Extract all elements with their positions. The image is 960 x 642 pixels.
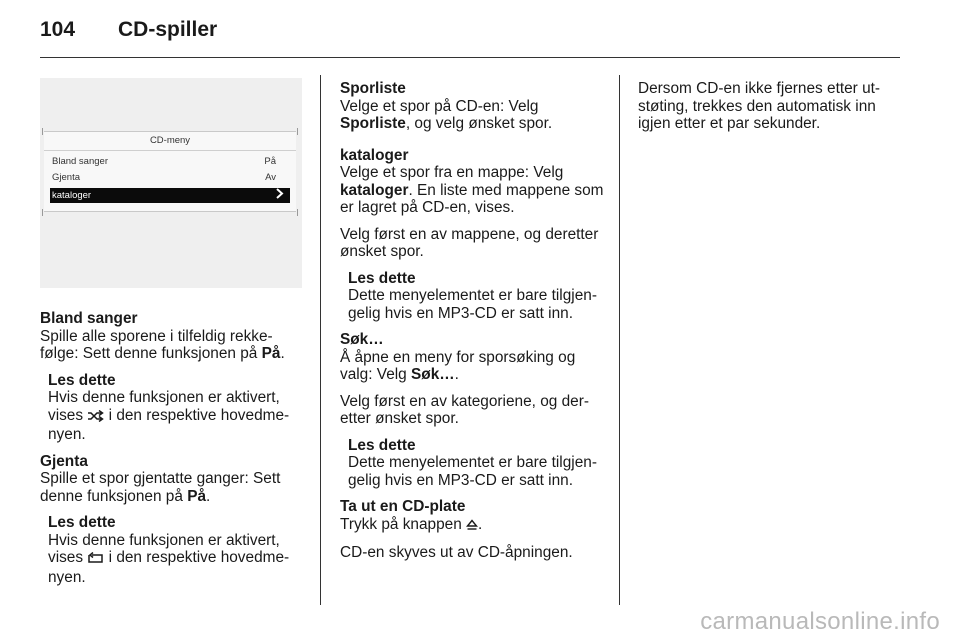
note-repeat <box>40 514 306 586</box>
menu-row-repeat <box>50 170 290 186</box>
corner-mark <box>297 209 298 216</box>
note-title: Les dette <box>48 514 116 531</box>
note-text: Dette menyelementet er bare tilgjen-gelig hvis en MP3-CD er satt inn. <box>348 454 597 489</box>
eject-icon <box>466 518 478 536</box>
column-1 <box>40 310 306 595</box>
column-divider-1 <box>320 75 321 605</box>
section-folders <box>340 147 606 217</box>
menu-row-label: kataloger <box>52 190 92 201</box>
section-text: Velg først en av kategoriene, og der-etter ønsket spor. <box>340 392 589 427</box>
chevron-right-icon <box>276 188 284 204</box>
section-search <box>340 331 606 384</box>
section-title: Søk… <box>340 331 384 348</box>
column-3 <box>638 80 900 133</box>
corner-mark <box>297 128 298 135</box>
page-title: CD-spiller <box>118 18 218 41</box>
section-text: Spille et spor gjentatte ganger: Sett denne funksjonen på På. <box>40 470 281 505</box>
section-title: Ta ut en CD-plate <box>340 498 466 515</box>
corner-mark <box>42 209 43 216</box>
header-rule <box>40 57 900 58</box>
menu-row-folders-selected <box>50 188 290 203</box>
page-number: 104 <box>40 18 76 41</box>
section-title: Gjenta <box>40 452 88 470</box>
section-text: Velge et spor på CD-en: Velg Sporliste, og velg ønsket spor. <box>340 97 553 132</box>
section-text: Å åpne en meny for sporsøking og valg: Velg Søk…. <box>340 348 576 383</box>
column-divider-2 <box>619 75 620 605</box>
corner-mark <box>42 128 43 135</box>
menu-row-label: Gjenta <box>52 172 80 183</box>
watermark-logo: carmanualsonline.info <box>700 608 940 635</box>
shuffle-icon <box>87 409 104 427</box>
note-shuffle <box>40 372 306 444</box>
note-search <box>340 437 606 490</box>
section-title: Sporliste <box>340 80 406 97</box>
section-repeat <box>40 453 306 506</box>
section-text: Velg først en av mappene, og deretter ønsket spor. <box>340 225 599 260</box>
menu-row-label: Bland sanger <box>52 156 108 167</box>
section-title: Bland sanger <box>40 310 138 327</box>
menu-row-value: På <box>264 156 276 167</box>
note-title: Les dette <box>348 436 416 454</box>
section-title: kataloger <box>340 146 409 164</box>
note-title: Les dette <box>348 269 416 287</box>
section-text: Velge et spor fra en mappe: Velg kataloger. En liste med mappene som er lagret på CD-en, vises. <box>340 164 604 216</box>
section-text: Dersom CD-en ikke fjernes etter ut-støting, trekkes den automatisk inn igjen etter et par sekunder. <box>638 80 881 132</box>
section-eject <box>340 498 606 535</box>
section-text: CD-en skyves ut av CD-åpningen. <box>340 544 573 561</box>
repeat-icon <box>87 551 104 569</box>
section-shuffle <box>40 310 306 363</box>
screen-title: CD-meny <box>44 132 296 151</box>
menu-row-value: Av <box>265 172 276 183</box>
note-title: Les dette <box>48 371 116 389</box>
section-text: Spille alle sporene i tilfeldig rekke-følge: Sett denne funksjonen på På. <box>40 327 285 362</box>
cd-menu-display-image <box>40 78 302 288</box>
cd-menu-screen <box>44 131 296 212</box>
column-2 <box>340 80 606 571</box>
page-header <box>40 18 217 42</box>
note-text: Hvis denne funksjonen er aktivert, vises i den respektive hovedme-nyen. <box>48 531 290 586</box>
note-folders <box>340 270 606 323</box>
section-tracklist <box>340 80 606 133</box>
section-text: Trykk på knappen . <box>340 516 606 536</box>
menu-row-shuffle <box>50 154 290 170</box>
note-text: Dette menyelementet er bare tilgjen-gelig hvis en MP3-CD er satt inn. <box>348 287 597 322</box>
note-text: Hvis denne funksjonen er aktivert, vises i den respektive hovedme-nyen. <box>48 389 290 443</box>
